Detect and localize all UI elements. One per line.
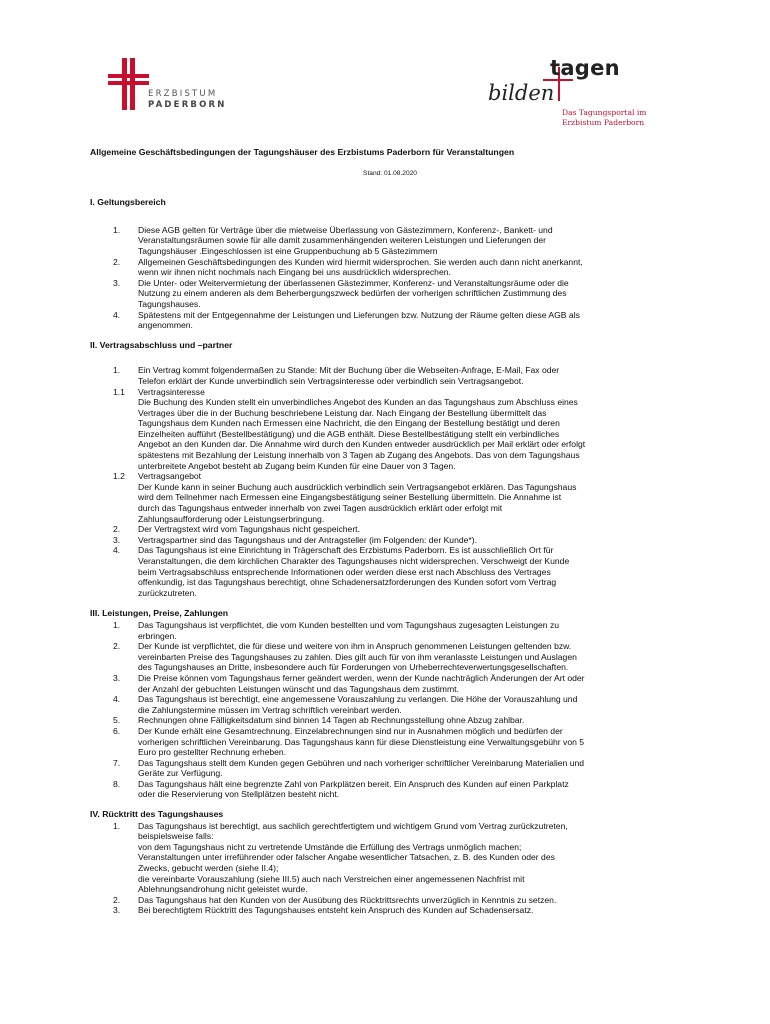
- erzbistum-paderborn-logo: [108, 58, 238, 114]
- list-item: [90, 545, 690, 598]
- list-item-number: 3.: [113, 672, 121, 683]
- list-item-line: Bei berechtigtem Rücktritt des Tagungshauses entsteht kein Anspruch des Kunden auf Schadensersatz.: [138, 905, 534, 916]
- list-item: [90, 535, 690, 546]
- list-item-number: 1.1: [113, 386, 125, 397]
- logo-word-bilden: bilden: [488, 81, 555, 105]
- list-item-line: oder die Reservierung von Stellplätzen besteht nicht.: [138, 789, 340, 800]
- list-item-number: 1.: [113, 224, 121, 235]
- list-item-line: durch das Tagungshaus entweder innerhalb von zwei Tagen ausdrücklich erklärt oder erfolgt mit: [138, 503, 503, 514]
- list-item-line: offenkundig, ist das Tagungshaus berechtigt, ohne Schadenersatzforderungen des Kunden sofort vom Vertrag: [138, 577, 557, 588]
- list-item-line: Zwecks, gebucht werden (siehe II.4);: [138, 863, 279, 874]
- list-item-line: Der Kunde kann in seiner Buchung auch ausdrücklich verbindlich sein Vertragsangebot erklären. Das Tagungshaus: [138, 481, 577, 492]
- list-item: [90, 641, 690, 673]
- logo-left-text: [148, 89, 227, 111]
- list-item-line: Euro pro gestellter Rechnung erheben.: [138, 747, 287, 758]
- list-item-line: Vertragspartner sind das Tagungshaus und der Antragsteller (im Folgenden: der Kunde*).: [138, 534, 478, 545]
- list-item-line: unterbreitete Angebot besteht ab Zugang beim Kunden für eine Dauer von 3 Tagen.: [138, 460, 456, 471]
- list-item-line: wenn wir ihnen nicht nochmals nach Eingang bei uns ausdrücklich widersprechen.: [138, 267, 451, 278]
- list-item-line: Die Unter- oder Weitervermietung der überlassenen Gästezimmer, Konferenz- und Veranstaltungsräume oder die: [138, 277, 569, 288]
- list-item: [90, 387, 690, 472]
- list-item-line: Das Tagungshaus ist verpflichtet, die vom Kunden bestellten und vom Tagungshaus zugesagten Leistungen zu: [138, 619, 560, 630]
- list-item-number: 1.: [113, 365, 121, 376]
- list-item-line: vereinbarten Preise des Tagungshauses zu zahlen. Dies gilt auch für von ihm veranlasste Leistungen und Auslagen: [138, 651, 577, 662]
- list-item: [90, 895, 690, 906]
- list-item-line: Vertrages über die in der Buchung beschriebene Leistung dar. Nach Eingang der Bestellung übermittelt das: [138, 407, 547, 418]
- logo-subtitle-line2: Erzbistum Paderborn: [562, 118, 645, 127]
- list-item-line: Der Kunde erhält eine Gesamtrechnung. Einzelabrechnungen sind nur in Ausnahmen möglich und bedürfen der: [138, 725, 563, 736]
- list-item-line: Nutzung zu einem anderen als dem Beherbergungszweck bedürfen der vorherigen schriftlichen Zustimmung des: [138, 288, 567, 299]
- list-item-number: 3.: [113, 277, 121, 288]
- list-item-line: Veranstaltungen unter irreführender oder falscher Angabe wesentlicher Tatsachen, z. B. des Kunden oder des: [138, 852, 555, 863]
- list-item-line: Angebot an den Kunden dar. Die Annahme wird durch den Kunden entweder ausdrücklich per Mail erklärt oder erfolgt: [138, 439, 586, 450]
- list-item-line: Die Preise können vom Tagungshaus ferner geändert werden, wenn der Kunde nachträglich Änderungen der Art oder: [138, 672, 585, 683]
- list-item-number: 2.: [113, 894, 121, 905]
- list-item-number: 1.: [113, 619, 121, 630]
- cross-icon-bar: [108, 81, 149, 85]
- list-item-line: spätestens mit Bezahlung der Leistung innerhalb von 3 Tagen ab Zugang des Angebots. Das von dem Tagungshaus: [138, 450, 580, 461]
- list-item-number: 2.: [113, 256, 121, 267]
- list-item-number: 6.: [113, 725, 121, 736]
- section-heading: I. Geltungsbereich: [90, 197, 166, 208]
- list-item-line: Vertragsinteresse: [138, 386, 205, 397]
- list-item-number: 8.: [113, 778, 121, 789]
- list-item: [90, 673, 690, 694]
- list-item-line: Tagungshäuser .Eingeschlossen ist eine Gruppenbuchung ab 5 Gästezimmern: [138, 245, 438, 256]
- list-item-line: angenommen.: [138, 320, 193, 331]
- logo-left-line1: ERZBISTUM: [148, 89, 218, 99]
- list-item-line: des Tagungshauses an Dritte, insbesondere auch für Forderungen von Urheberrechteverwertungsgesellschaften.: [138, 662, 569, 673]
- list-item: [90, 278, 690, 310]
- list-item-number: 3.: [113, 905, 121, 916]
- list-item: [90, 620, 690, 641]
- list-item-number: 1.: [113, 820, 121, 831]
- list-item: [90, 694, 690, 715]
- list-item-line: Tagungshauses.: [138, 298, 201, 309]
- tagen-bilden-logo: [485, 55, 665, 135]
- list-item-line: Geräte zur Verfügung.: [138, 768, 223, 779]
- logo-subtitle-line1: Das Tagungsportal im: [562, 108, 647, 117]
- list-item-number: 5.: [113, 715, 121, 726]
- list-item-line: beim Vertragsabschluss entsprechende Informationen oder werden diese erst nach Abschluss des Vertrages: [138, 566, 551, 577]
- list-item-number: 1.2: [113, 471, 125, 482]
- list-item-line: Einzelheiten aufführt (Bestellbestätigung) und die AGB enthält. Diese Bestellbestätigung stellt ein verbindliches: [138, 428, 560, 439]
- list-item-number: 3.: [113, 534, 121, 545]
- list-item-line: Spätestens mit der Entgegennahme der Leistungen und Lieferungen bzw. Nutzung der Räume gelten diese AGB als: [138, 309, 580, 320]
- section-heading: III. Leistungen, Preise, Zahlungen: [90, 608, 229, 619]
- list-item-line: der Anzahl der gebuchten Leistungen wünscht und das Tagungshaus dem zustimmt.: [138, 683, 459, 694]
- section-heading: IV. Rücktritt des Tagungshauses: [90, 809, 224, 820]
- list-item-line: Der Vertragstext wird vom Tagungshaus nicht gespeichert.: [138, 524, 360, 535]
- list-item-line: Tagungshaus dem Kunden nach Ermessen eine Nachricht, die den Eingang der Bestellung bestätigt und deren: [138, 418, 560, 429]
- list-item-line: Ablehnungsandrohung nicht geleistet wurde.: [138, 884, 308, 895]
- list-item-line: beispielsweise falls:: [138, 831, 214, 842]
- list-item-line: Vertragsangebot: [138, 471, 202, 482]
- section-list: [90, 365, 690, 598]
- list-item-line: Ein Vertrag kommt folgendermaßen zu Stande: Mit der Buchung über die Webseiten-Anfrage, E-Mail, Fax oder: [138, 365, 560, 376]
- list-item-line: von dem Tagungshaus nicht zu vertretende Umstände die Erfüllung des Vertrags unmöglich machen;: [138, 841, 522, 852]
- list-item-line: die Zahlungstermine müssen im Vertrag schriftlich vereinbart werden.: [138, 704, 402, 715]
- list-item-line: Rechnungen ohne Fälligkeitsdatum sind binnen 14 Tagen ab Rechnungsstellung ohne Abzug zahlbar.: [138, 715, 525, 726]
- list-item: [90, 257, 690, 278]
- list-item-line: Das Tagungshaus ist berechtigt, aus sachlich gerechtfertigtem und wichtigem Grund vom Vertrag zurückzutreten,: [138, 820, 568, 831]
- list-item-line: Telefon erklärt der Kunde unverbindlich sein Vertragsinteresse oder verbindlich sein Vertragsangebot.: [138, 375, 524, 386]
- list-item-line: erbringen.: [138, 630, 177, 641]
- list-item-line: Das Tagungshaus stellt dem Kunden gegen Gebühren und nach vorheriger schriftlicher Vereinbarung Materialien und: [138, 757, 585, 768]
- cross-icon-bar: [108, 74, 149, 78]
- list-item-number: 4.: [113, 545, 121, 556]
- section-list: [90, 821, 690, 916]
- list-item: [90, 225, 690, 257]
- document-date: Stand: 01.08.2020: [363, 169, 417, 177]
- list-item-line: die vereinbarte Vorauszahlung (siehe III.5) auch nach Verstreichen einer angemessenen Nachfrist mit: [138, 873, 525, 884]
- list-item-line: Veranstaltungen, die dem kirchlichen Charakter des Tagungshauses nicht widersprechen. Verschweigt der Kunde: [138, 556, 570, 566]
- list-item-line: Allgemeinen Geschäftsbedingungen des Kunden wird hiermit widersprochen. Sie werden auch dann nicht anerkannt,: [138, 256, 583, 267]
- list-item: [90, 524, 690, 535]
- document-body: [90, 147, 690, 916]
- list-item: [90, 310, 690, 331]
- list-item-line: Zahlungsaufforderung oder Leistungserbringung.: [138, 513, 325, 524]
- section-list: [90, 620, 690, 800]
- list-item: [90, 471, 690, 524]
- list-item-line: vorherigen schriftlichen Vereinbarung. Das Tagungshaus kann für diese Dienstleistung eine Verwaltungsgebühr von 5: [138, 736, 585, 747]
- list-item-line: Diese AGB gelten für Verträge über die mietweise Überlassung von Gästezimmern, Konferenz-, Bankett- und: [138, 224, 553, 235]
- list-item-line: Das Tagungshaus ist eine Einrichtung in Trägerschaft des Erzbistums Paderborn. Es ist ausschließlich Ort für: [138, 545, 554, 556]
- list-item: [90, 726, 690, 758]
- logo-left-line2: PADERBORN: [148, 100, 227, 110]
- list-item: [90, 779, 690, 800]
- list-item-line: Das Tagungshaus hält eine begrenzte Zahl von Parkplätzen bereit. Ein Anspruch des Kunden auf einen Parkplatz: [138, 778, 569, 789]
- list-item: [90, 821, 690, 895]
- list-item-line: Veranstaltungsräumen sowie für alle damit zusammenhängenden weiteren Leistungen und Lieferungen der: [138, 235, 546, 246]
- list-item-line: Der Kunde ist verpflichtet, die für diese und weitere von ihm in Anspruch genommenen Leistungen geltenden bzw.: [138, 641, 572, 652]
- list-item: [90, 905, 690, 916]
- list-item-line: wird dem Teilnehmer nach Ermessen eine Eingangsbestätigung seiner Bestellung übermitteln. Die Annahme ist: [138, 492, 562, 503]
- list-item: [90, 758, 690, 779]
- document-title: Allgemeine Geschäftsbedingungen der Tagungshäuser des Erzbistums Paderborn für Veranstaltungen: [90, 147, 515, 157]
- section-heading: II. Vertragsabschluss und –partner: [90, 339, 233, 350]
- list-item-number: 7.: [113, 757, 121, 768]
- section-list: [90, 225, 690, 331]
- list-item: [90, 365, 690, 386]
- list-item-line: Die Buchung des Kunden stellt ein unverbindliches Angebot des Kunden an das Tagungshaus zum Abschluss eines: [138, 397, 578, 408]
- list-item-line: zurückzutreten.: [138, 587, 197, 598]
- list-item-number: 4.: [113, 309, 121, 320]
- list-item-number: 2.: [113, 524, 121, 535]
- list-item-number: 2.: [113, 641, 121, 652]
- list-item-line: Das Tagungshaus hat den Kunden von der Ausübung des Rücktrittsrechts unverzüglich in Kenntnis zu setzen.: [138, 894, 557, 905]
- list-item: [90, 715, 690, 726]
- logo-word-tagen: tagen: [550, 56, 620, 80]
- sections-container: [90, 197, 690, 916]
- list-item-line: Das Tagungshaus ist berechtigt, eine angemessene Vorauszahlung zu verlangen. Die Höhe der Vorauszahlung und: [138, 694, 578, 705]
- logo-subtitle: [562, 108, 646, 128]
- list-item-number: 4.: [113, 694, 121, 705]
